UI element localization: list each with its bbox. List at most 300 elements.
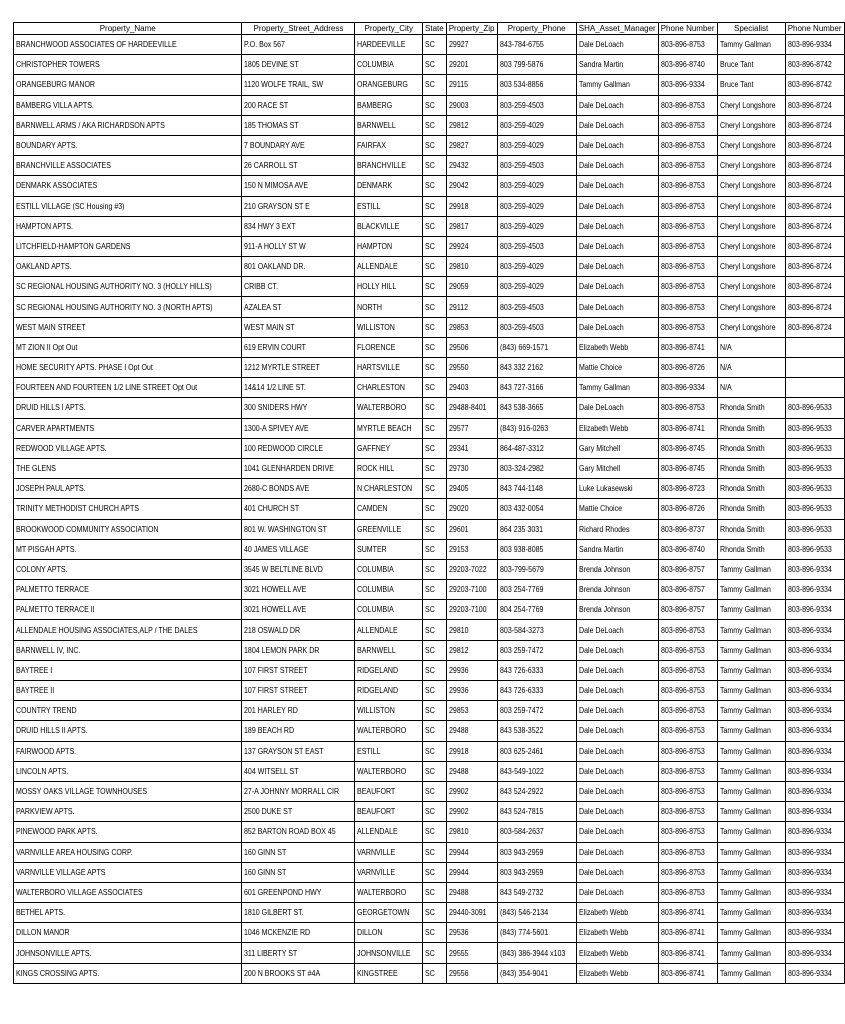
cell-street-address xyxy=(242,640,355,660)
cell-text: 843 549-2732 xyxy=(499,887,543,897)
cell-street-address xyxy=(242,539,355,559)
cell-text: 803-896-8753 xyxy=(660,282,705,292)
cell-text: 803-896-9334 xyxy=(787,686,832,696)
table-row xyxy=(14,378,845,398)
cell-text: SC xyxy=(425,726,435,736)
cell-text: Dale DeLoach xyxy=(578,120,624,130)
cell-state xyxy=(423,701,447,721)
cell-text: 29201 xyxy=(448,60,469,70)
cell-zip xyxy=(446,398,497,418)
cell-text: 803-896-8724 xyxy=(787,161,832,171)
cell-text: REDWOOD VILLAGE APTS. xyxy=(16,443,107,453)
cell-text: BARNWELL ARMS / AKA RICHARDSON APTS xyxy=(16,120,165,130)
cell-text: SC xyxy=(425,181,435,191)
cell-manager-phone xyxy=(658,438,717,458)
cell-asset-manager xyxy=(576,156,658,176)
cell-text: Elizabeth Webb xyxy=(578,928,628,938)
cell-text: 803 259-7472 xyxy=(499,706,543,716)
cell-property-phone xyxy=(497,580,576,600)
cell-text: 803-896-8753 xyxy=(660,322,705,332)
cell-text: DRUID HILLS II APTS. xyxy=(16,726,88,736)
cell-street-address xyxy=(242,398,355,418)
cell-text: ALLENDALE xyxy=(357,262,399,272)
cell-manager-phone xyxy=(658,580,717,600)
cell-text: 150 N MIMOSA AVE xyxy=(244,181,309,191)
cell-text: KINGSTREE xyxy=(357,968,399,978)
cell-text: 803-584-2637 xyxy=(499,827,544,837)
cell-city xyxy=(355,75,423,95)
cell-specialist-phone xyxy=(785,358,844,378)
cell-text: ALLENDALE xyxy=(357,827,399,837)
table-row xyxy=(14,115,845,135)
cell-manager-phone xyxy=(658,337,717,357)
cell-text: 29550 xyxy=(448,363,469,373)
cell-text: SC xyxy=(425,867,435,877)
cell-text: Dale DeLoach xyxy=(578,302,624,312)
cell-city xyxy=(355,781,423,801)
cell-state xyxy=(423,539,447,559)
table-row xyxy=(14,236,845,256)
cell-text: HAMPTON xyxy=(357,241,393,251)
cell-text: Cheryl Longshore xyxy=(719,100,776,110)
cell-specialist-phone xyxy=(785,701,844,721)
cell-asset-manager xyxy=(576,862,658,882)
cell-street-address xyxy=(242,963,355,983)
cell-state xyxy=(423,620,447,640)
cell-text: Cheryl Longshore xyxy=(719,221,776,231)
cell-specialist-phone xyxy=(785,398,844,418)
cell-asset-manager xyxy=(576,963,658,983)
cell-text: 803-896-8741 xyxy=(660,948,705,958)
cell-manager-phone xyxy=(658,115,717,135)
cell-specialist xyxy=(717,418,785,438)
table-row xyxy=(14,963,845,983)
cell-text: 29153 xyxy=(448,544,469,554)
cell-specialist xyxy=(717,35,785,55)
cell-street-address xyxy=(242,438,355,458)
cell-text: Bruce Tant xyxy=(719,80,754,90)
cell-city xyxy=(355,559,423,579)
cell-specialist xyxy=(717,559,785,579)
cell-specialist xyxy=(717,741,785,761)
cell-manager-phone xyxy=(658,519,717,539)
cell-text: 803-896-9334 xyxy=(787,867,832,877)
cell-text: 803-896-8741 xyxy=(660,908,705,918)
cell-property-phone xyxy=(497,95,576,115)
cell-manager-phone xyxy=(658,176,717,196)
cell-property-name xyxy=(14,802,242,822)
cell-text: Elizabeth Webb xyxy=(578,948,628,958)
cell-text: SC xyxy=(425,40,435,50)
cell-text: 29810 xyxy=(448,262,469,272)
cell-property-phone xyxy=(497,337,576,357)
cell-text: 803-896-8753 xyxy=(660,221,705,231)
cell-text: 1212 MYRTLE STREET xyxy=(244,363,321,373)
cell-text: Gary Mitchell xyxy=(578,443,620,453)
cell-text: Mattie Choice xyxy=(578,363,622,373)
cell-street-address xyxy=(242,176,355,196)
cell-state xyxy=(423,55,447,75)
cell-text: 619 ERVIN COURT xyxy=(244,342,307,352)
cell-text: 3545 W BELTLINE BLVD xyxy=(244,564,324,574)
cell-text: 803-896-8723 xyxy=(660,484,705,494)
cell-specialist xyxy=(717,842,785,862)
cell-text: 803-259-4029 xyxy=(499,181,544,191)
cell-specialist-phone xyxy=(785,257,844,277)
cell-text: 40 JAMES VILLAGE xyxy=(244,544,310,554)
cell-text: WALTERBORO xyxy=(357,726,407,736)
cell-text: Tammy Gallman xyxy=(719,645,771,655)
cell-state xyxy=(423,75,447,95)
cell-property-name xyxy=(14,115,242,135)
cell-asset-manager xyxy=(576,761,658,781)
cell-specialist xyxy=(717,55,785,75)
cell-state xyxy=(423,176,447,196)
cell-text: DRUID HILLS I APTS. xyxy=(16,403,86,413)
cell-zip xyxy=(446,156,497,176)
cell-specialist-phone xyxy=(785,438,844,458)
cell-zip xyxy=(446,882,497,902)
cell-text: BRANCHWOOD ASSOCIATES OF HARDEEVILLE xyxy=(16,40,177,50)
cell-text: SC xyxy=(425,80,435,90)
cell-text: SC xyxy=(425,322,435,332)
cell-specialist-phone xyxy=(785,741,844,761)
cell-text: Dale DeLoach xyxy=(578,262,624,272)
header-street-address: Property_Street_Address xyxy=(242,23,355,35)
cell-zip xyxy=(446,539,497,559)
cell-property-name xyxy=(14,903,242,923)
cell-text: 803-896-8724 xyxy=(787,120,832,130)
cell-zip xyxy=(446,55,497,75)
cell-text: 200 RACE ST xyxy=(244,100,289,110)
cell-specialist xyxy=(717,358,785,378)
cell-text: Tammy Gallman xyxy=(719,706,771,716)
cell-asset-manager xyxy=(576,580,658,600)
cell-state xyxy=(423,903,447,923)
cell-specialist-phone xyxy=(785,519,844,539)
cell-city xyxy=(355,943,423,963)
cell-city xyxy=(355,963,423,983)
cell-asset-manager xyxy=(576,539,658,559)
cell-text: Tammy Gallman xyxy=(719,787,771,797)
cell-text: SC xyxy=(425,928,435,938)
cell-text: Dale DeLoach xyxy=(578,625,624,635)
cell-specialist xyxy=(717,640,785,660)
cell-text: SC xyxy=(425,908,435,918)
cell-asset-manager xyxy=(576,95,658,115)
cell-text: COLUMBIA xyxy=(357,605,395,615)
cell-text: BETHEL APTS. xyxy=(16,908,66,918)
header-property-phone: Property_Phone xyxy=(497,23,576,35)
cell-text: 29488 xyxy=(448,887,469,897)
cell-text: 29203-7100 xyxy=(448,605,487,615)
cell-city xyxy=(355,539,423,559)
cell-city xyxy=(355,337,423,357)
cell-manager-phone xyxy=(658,378,717,398)
cell-state xyxy=(423,277,447,297)
cell-asset-manager xyxy=(576,55,658,75)
cell-text: Tammy Gallman xyxy=(719,867,771,877)
cell-text: SC xyxy=(425,544,435,554)
cell-specialist xyxy=(717,721,785,741)
cell-asset-manager xyxy=(576,135,658,155)
cell-zip xyxy=(446,358,497,378)
cell-specialist xyxy=(717,761,785,781)
cell-specialist xyxy=(717,438,785,458)
cell-text: COLUMBIA xyxy=(357,585,395,595)
cell-text: SC xyxy=(425,141,435,151)
cell-text: Cheryl Longshore xyxy=(719,262,776,272)
cell-text: 803-896-8753 xyxy=(660,807,705,817)
cell-property-name xyxy=(14,438,242,458)
cell-text: 803 943-2959 xyxy=(499,867,543,877)
cell-text: 803-896-9334 xyxy=(787,40,832,50)
cell-asset-manager xyxy=(576,741,658,761)
cell-specialist-phone xyxy=(785,115,844,135)
cell-manager-phone xyxy=(658,842,717,862)
cell-text: 29003 xyxy=(448,100,469,110)
cell-property-phone xyxy=(497,660,576,680)
cell-text: 27-A JOHNNY MORRALL CIR xyxy=(244,787,340,797)
table-row xyxy=(14,55,845,75)
cell-text: 911-A HOLLY ST W xyxy=(244,241,307,251)
cell-asset-manager xyxy=(576,681,658,701)
cell-specialist-phone xyxy=(785,903,844,923)
table-row xyxy=(14,216,845,236)
cell-text: 803-259-4503 xyxy=(499,100,544,110)
cell-text: 834 HWY 3 EXT xyxy=(244,221,296,231)
cell-text: 803-896-8753 xyxy=(660,887,705,897)
cell-text: Tammy Gallman xyxy=(578,383,630,393)
cell-state xyxy=(423,216,447,236)
cell-manager-phone xyxy=(658,317,717,337)
cell-state xyxy=(423,358,447,378)
cell-city xyxy=(355,257,423,277)
cell-specialist xyxy=(717,75,785,95)
cell-specialist xyxy=(717,317,785,337)
table-row xyxy=(14,701,845,721)
cell-text: 803-896-8724 xyxy=(787,100,832,110)
cell-text: SC xyxy=(425,766,435,776)
cell-city xyxy=(355,519,423,539)
cell-text: SC xyxy=(425,120,435,130)
cell-zip xyxy=(446,660,497,680)
cell-text: 803-896-9334 xyxy=(787,807,832,817)
cell-text: OAKLAND APTS. xyxy=(16,262,72,272)
cell-text: PINEWOOD PARK APTS. xyxy=(16,827,98,837)
cell-property-name xyxy=(14,499,242,519)
cell-property-phone xyxy=(497,822,576,842)
cell-text: SC xyxy=(425,504,435,514)
cell-text: 803-896-8753 xyxy=(660,120,705,130)
cell-asset-manager xyxy=(576,882,658,902)
cell-text: SC xyxy=(425,887,435,897)
cell-text: FAIRFAX xyxy=(357,141,387,151)
cell-text: 803-896-8724 xyxy=(787,201,832,211)
cell-state xyxy=(423,398,447,418)
cell-city xyxy=(355,398,423,418)
cell-property-name xyxy=(14,257,242,277)
cell-specialist xyxy=(717,862,785,882)
cell-text: 803 938-8085 xyxy=(499,544,543,554)
cell-text: 804 254-7769 xyxy=(499,605,543,615)
cell-text: Cheryl Longshore xyxy=(719,161,776,171)
cell-text: Cheryl Longshore xyxy=(719,120,776,130)
cell-street-address xyxy=(242,903,355,923)
table-row xyxy=(14,539,845,559)
cell-text: 803-896-8740 xyxy=(660,60,705,70)
cell-text: Tammy Gallman xyxy=(719,665,771,675)
cell-specialist xyxy=(717,156,785,176)
cell-manager-phone xyxy=(658,882,717,902)
cell-text: 803-896-9334 xyxy=(787,847,832,857)
cell-text: Dale DeLoach xyxy=(578,161,624,171)
cell-zip xyxy=(446,418,497,438)
cell-text: 218 OSWALD DR xyxy=(244,625,301,635)
cell-text: SUMTER xyxy=(357,544,388,554)
cell-property-phone xyxy=(497,963,576,983)
cell-manager-phone xyxy=(658,701,717,721)
cell-text: 864 235 3031 xyxy=(499,524,543,534)
cell-property-name xyxy=(14,75,242,95)
cell-text: Rhonda Smith xyxy=(719,504,765,514)
cell-specialist xyxy=(717,701,785,721)
cell-text: 803 259-7472 xyxy=(499,645,543,655)
cell-text: Cheryl Longshore xyxy=(719,241,776,251)
cell-street-address xyxy=(242,943,355,963)
cell-zip xyxy=(446,176,497,196)
cell-property-name xyxy=(14,337,242,357)
cell-text: 803-896-8742 xyxy=(787,60,832,70)
cell-asset-manager xyxy=(576,519,658,539)
cell-property-phone xyxy=(497,882,576,902)
cell-street-address xyxy=(242,418,355,438)
table-row xyxy=(14,458,845,478)
cell-text: Rhonda Smith xyxy=(719,423,765,433)
table-row xyxy=(14,95,845,115)
cell-text: RIDGELAND xyxy=(357,686,399,696)
table-row xyxy=(14,580,845,600)
cell-city xyxy=(355,741,423,761)
cell-manager-phone xyxy=(658,257,717,277)
cell-property-name xyxy=(14,156,242,176)
cell-text: 803-896-8753 xyxy=(660,241,705,251)
cell-text: 803-896-8753 xyxy=(660,645,705,655)
cell-text: CHRISTOPHER TOWERS xyxy=(16,60,100,70)
header-specialist: Specialist xyxy=(717,23,785,35)
cell-text: Dale DeLoach xyxy=(578,766,624,776)
cell-text: SC xyxy=(425,262,435,272)
header-state: State xyxy=(423,23,447,35)
cell-text: 803-896-9334 xyxy=(787,706,832,716)
cell-street-address xyxy=(242,499,355,519)
cell-text: GEORGETOWN xyxy=(357,908,410,918)
cell-state xyxy=(423,458,447,478)
cell-state xyxy=(423,802,447,822)
cell-text: BAYTREE II xyxy=(16,686,55,696)
cell-city xyxy=(355,882,423,902)
cell-specialist-phone xyxy=(785,600,844,620)
cell-text: HARTSVILLE xyxy=(357,363,401,373)
cell-text: 3021 HOWELL AVE xyxy=(244,605,307,615)
cell-text: 843 538-3665 xyxy=(499,403,543,413)
cell-text: Dale DeLoach xyxy=(578,241,624,251)
cell-property-name xyxy=(14,963,242,983)
cell-text: 803-259-4029 xyxy=(499,221,544,231)
cell-manager-phone xyxy=(658,156,717,176)
cell-city xyxy=(355,580,423,600)
cell-property-name xyxy=(14,216,242,236)
cell-text: SC xyxy=(425,787,435,797)
cell-text: 803-896-9334 xyxy=(787,665,832,675)
cell-text: Richard Rhodes xyxy=(578,524,630,534)
cell-city xyxy=(355,822,423,842)
cell-text: SC xyxy=(425,847,435,857)
cell-text: WEST MAIN STREET xyxy=(16,322,86,332)
cell-specialist-phone xyxy=(785,681,844,701)
cell-state xyxy=(423,600,447,620)
cell-text: 107 FIRST STREET xyxy=(244,686,309,696)
cell-text: 843 727-3166 xyxy=(499,383,543,393)
cell-text: 843-549-1022 xyxy=(499,766,544,776)
table-row xyxy=(14,337,845,357)
cell-street-address xyxy=(242,216,355,236)
cell-property-phone xyxy=(497,701,576,721)
table-row xyxy=(14,317,845,337)
cell-manager-phone xyxy=(658,458,717,478)
cell-text: 29440-3091 xyxy=(448,908,487,918)
cell-text: GAFFNEY xyxy=(357,443,391,453)
table-row xyxy=(14,681,845,701)
cell-state xyxy=(423,196,447,216)
cell-property-phone xyxy=(497,135,576,155)
cell-text: WALTERBORO xyxy=(357,887,407,897)
cell-property-name xyxy=(14,479,242,499)
cell-text: Dale DeLoach xyxy=(578,141,624,151)
cell-text: ESTILL xyxy=(357,201,381,211)
cell-city xyxy=(355,156,423,176)
cell-text: 601 GREENPOND HWY xyxy=(244,887,322,897)
cell-zip xyxy=(446,842,497,862)
cell-text: SC xyxy=(425,605,435,615)
cell-text: 29042 xyxy=(448,181,469,191)
cell-specialist-phone xyxy=(785,822,844,842)
cell-text: Mattie Choice xyxy=(578,504,622,514)
cell-text: 29927 xyxy=(448,40,469,50)
cell-text: Rhonda Smith xyxy=(719,544,765,554)
cell-manager-phone xyxy=(658,943,717,963)
cell-manager-phone xyxy=(658,802,717,822)
cell-text: Tammy Gallman xyxy=(719,847,771,857)
cell-text: 803 254-7769 xyxy=(499,585,543,595)
cell-city xyxy=(355,660,423,680)
cell-asset-manager xyxy=(576,75,658,95)
cell-text: 160 GINN ST xyxy=(244,847,287,857)
cell-text: 1805 DEVINE ST xyxy=(244,60,300,70)
cell-text: Tammy Gallman xyxy=(719,827,771,837)
cell-text: 803-896-9533 xyxy=(787,443,832,453)
cell-city xyxy=(355,297,423,317)
cell-text: FOURTEEN AND FOURTEEN 1/2 LINE STREET Opt Out xyxy=(16,383,198,393)
table-row xyxy=(14,277,845,297)
cell-text: 29203-7100 xyxy=(448,585,487,595)
cell-text: VARNVILLE VILLAGE APTS xyxy=(16,867,106,877)
cell-property-phone xyxy=(497,761,576,781)
cell-text: 200 N BROOKS ST #4A xyxy=(244,968,321,978)
cell-text: SC xyxy=(425,302,435,312)
cell-text: Tammy Gallman xyxy=(719,908,771,918)
table-row xyxy=(14,196,845,216)
